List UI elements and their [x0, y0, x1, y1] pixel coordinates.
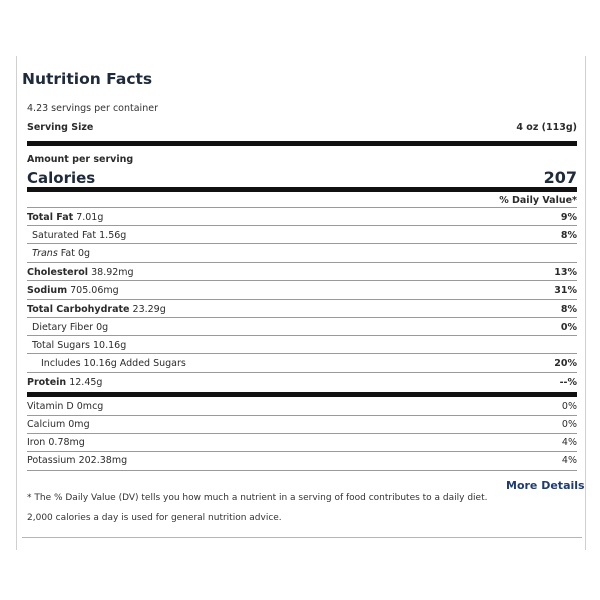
nutrient-name: Trans — [32, 248, 58, 259]
row-divider — [27, 207, 577, 208]
nutrient-amount: 10.16g — [93, 340, 127, 351]
nutrient-row — [27, 285, 577, 303]
thick-divider — [27, 392, 577, 397]
nutrient-label — [32, 340, 126, 351]
nutrient-name: Cholesterol — [27, 267, 89, 278]
vitamin-row — [27, 437, 577, 455]
nutrient-amount: 0g — [77, 248, 91, 259]
nutrient-row — [27, 322, 577, 340]
row-divider — [27, 280, 577, 281]
nutrient-name-suffix: Fat — [57, 248, 75, 259]
vitamin-daily-value: 0% — [561, 419, 577, 430]
vitamin-name: Iron — [27, 437, 46, 448]
row-divider — [27, 335, 577, 336]
row-divider — [27, 299, 577, 300]
row-divider — [27, 415, 577, 416]
nutrient-daily-value: 0% — [560, 322, 577, 333]
vitamin-name: Vitamin D — [27, 401, 74, 412]
nutrient-amount: 1.56g — [99, 230, 127, 241]
vitamin-name: Calcium — [27, 419, 66, 430]
nutrient-label — [27, 304, 166, 315]
calories-label: Calories — [27, 169, 96, 187]
nutrient-name: Total Fat — [27, 212, 74, 223]
serving-size-row — [27, 122, 577, 140]
daily-value-header-row — [27, 195, 577, 213]
nutrient-daily-value: 13% — [554, 267, 577, 278]
nutrient-row — [27, 358, 577, 376]
nutrient-amount: 12.45g — [69, 377, 103, 388]
vitamin-daily-value: 4% — [561, 455, 577, 466]
amount-per-serving-label: Amount per serving — [27, 154, 134, 165]
nutrient-label — [27, 377, 102, 388]
nutrient-label — [27, 212, 103, 223]
vitamin-label — [27, 401, 103, 412]
row-divider — [27, 317, 577, 318]
serving-size-value: 4 oz (113g) — [516, 122, 577, 133]
row-divider — [27, 225, 577, 226]
vitamin-amount: 0.78mg — [48, 437, 85, 448]
nutrient-row — [27, 230, 577, 248]
nutrient-amount: 705.06mg — [70, 285, 119, 296]
nutrient-name: Sodium — [27, 285, 68, 296]
row-divider — [27, 353, 577, 354]
nutrient-amount: 0g — [96, 322, 109, 333]
nutrient-daily-value: --% — [559, 377, 577, 388]
row-divider — [27, 433, 577, 434]
vitamin-label — [27, 437, 85, 448]
vitamin-label — [27, 455, 127, 466]
daily-value-header: % Daily Value* — [499, 195, 577, 206]
row-divider — [27, 262, 577, 263]
vitamin-amount: 202.38mg — [78, 455, 128, 466]
nutrient-row — [27, 304, 577, 322]
nutrient-daily-value: 8% — [560, 230, 577, 241]
nutrient-name: Total Carbohydrate — [27, 304, 130, 315]
nutrient-row — [27, 267, 577, 285]
bottom-divider — [22, 537, 582, 538]
nutrient-row — [27, 340, 577, 358]
nutrient-name: Total Sugars — [32, 340, 90, 351]
nutrient-row — [27, 212, 577, 230]
row-divider — [27, 372, 577, 373]
vitamin-row — [27, 401, 577, 419]
nutrient-name: Protein — [27, 377, 67, 388]
nutrient-name: Includes 10.16g Added Sugars — [41, 358, 186, 369]
more-details-link[interactable]: More Details — [506, 479, 585, 492]
footnote: * The % Daily Value (DV) tells you how much a nutrient in a serving of food contributes to a daily diet. 2,000 calories a day is used for general nutrition advice. — [27, 493, 488, 523]
amount-per-serving-row — [27, 154, 577, 172]
nutrient-amount: 38.92mg — [91, 267, 134, 278]
servings-per-container: 4.23 servings per container — [27, 103, 158, 114]
vitamin-amount: 0mcg — [76, 401, 104, 412]
nutrient-label — [27, 267, 134, 278]
nutrient-daily-value: 31% — [554, 285, 577, 296]
serving-size-label: Serving Size — [27, 122, 94, 133]
nutrient-label — [27, 285, 119, 296]
nutrient-label — [32, 230, 126, 241]
vitamin-daily-value: 4% — [561, 437, 577, 448]
vitamin-row — [27, 419, 577, 437]
vitamin-label — [27, 419, 90, 430]
nutrient-amount: 23.29g — [132, 304, 166, 315]
nutrient-name: Saturated Fat — [32, 230, 97, 241]
nutrient-daily-value: 9% — [560, 212, 577, 223]
nutrient-daily-value: 20% — [554, 358, 577, 369]
nutrient-label — [32, 322, 108, 333]
vitamin-name: Potassium — [27, 455, 76, 466]
vitamin-amount: 0mg — [68, 419, 90, 430]
calories-value: 207 — [543, 168, 577, 187]
thick-divider — [27, 141, 577, 146]
nutrient-amount: 7.01g — [76, 212, 104, 223]
row-divider — [27, 243, 577, 244]
row-divider — [27, 470, 577, 471]
nutrient-name: Dietary Fiber — [32, 322, 94, 333]
panel-title: Nutrition Facts — [22, 70, 153, 88]
vitamin-daily-value: 0% — [561, 401, 577, 412]
nutrient-label — [32, 248, 90, 259]
nutrient-label — [41, 358, 186, 369]
nutrient-daily-value: 8% — [560, 304, 577, 315]
thick-divider — [27, 187, 577, 192]
nutrient-row — [27, 248, 577, 266]
row-divider — [27, 451, 577, 452]
